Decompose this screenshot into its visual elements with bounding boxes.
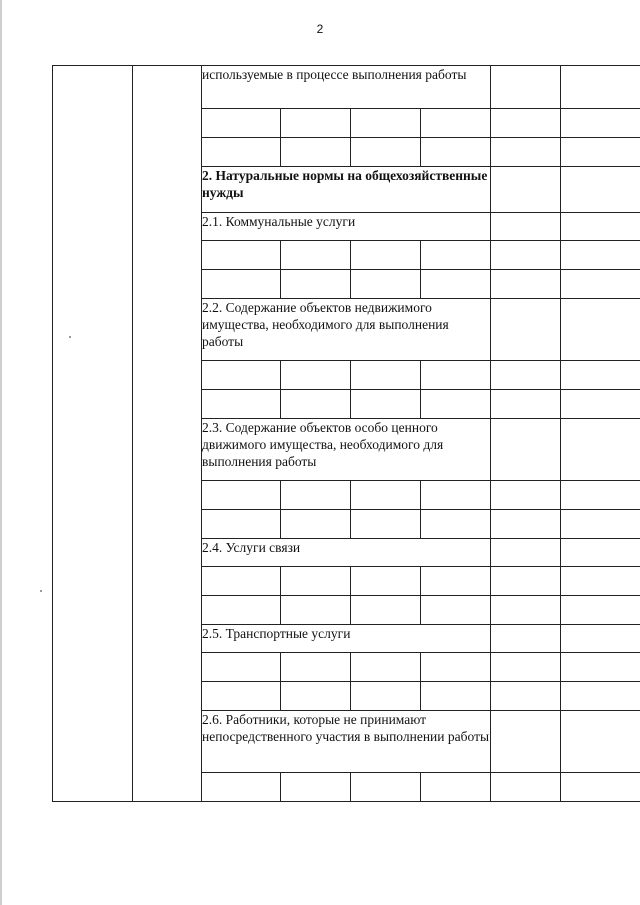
col1-cell bbox=[53, 66, 133, 802]
section-2-1: 2.1. Коммунальные услуги bbox=[202, 213, 491, 241]
section-2-title: 2. Натуральные нормы на общехозяйственные нужды bbox=[202, 167, 491, 213]
col2-cell bbox=[133, 66, 202, 802]
norms-table bbox=[52, 65, 640, 802]
scan-speck bbox=[69, 336, 71, 338]
section-2-2: 2.2. Содержание объектов недвижимого имущества, необходимого для выполнения работы bbox=[202, 299, 491, 361]
section-2-3: 2.3. Содержание объектов особо ценного движимого имущества, необходимого для выполнения работы bbox=[202, 419, 491, 481]
section-2-6: 2.6. Работники, которые не принимают непосредственного участия в выполнении работы bbox=[202, 711, 491, 773]
scan-speck bbox=[40, 590, 42, 592]
section-items-used: используемые в процессе выполнения работы bbox=[202, 66, 491, 109]
page-number: 2 bbox=[316, 22, 324, 36]
section-2-5: 2.5. Транспортные услуги bbox=[202, 625, 491, 653]
section-2-4: 2.4. Услуги связи bbox=[202, 539, 491, 567]
table-row bbox=[53, 66, 640, 109]
scan-edge bbox=[0, 0, 2, 905]
